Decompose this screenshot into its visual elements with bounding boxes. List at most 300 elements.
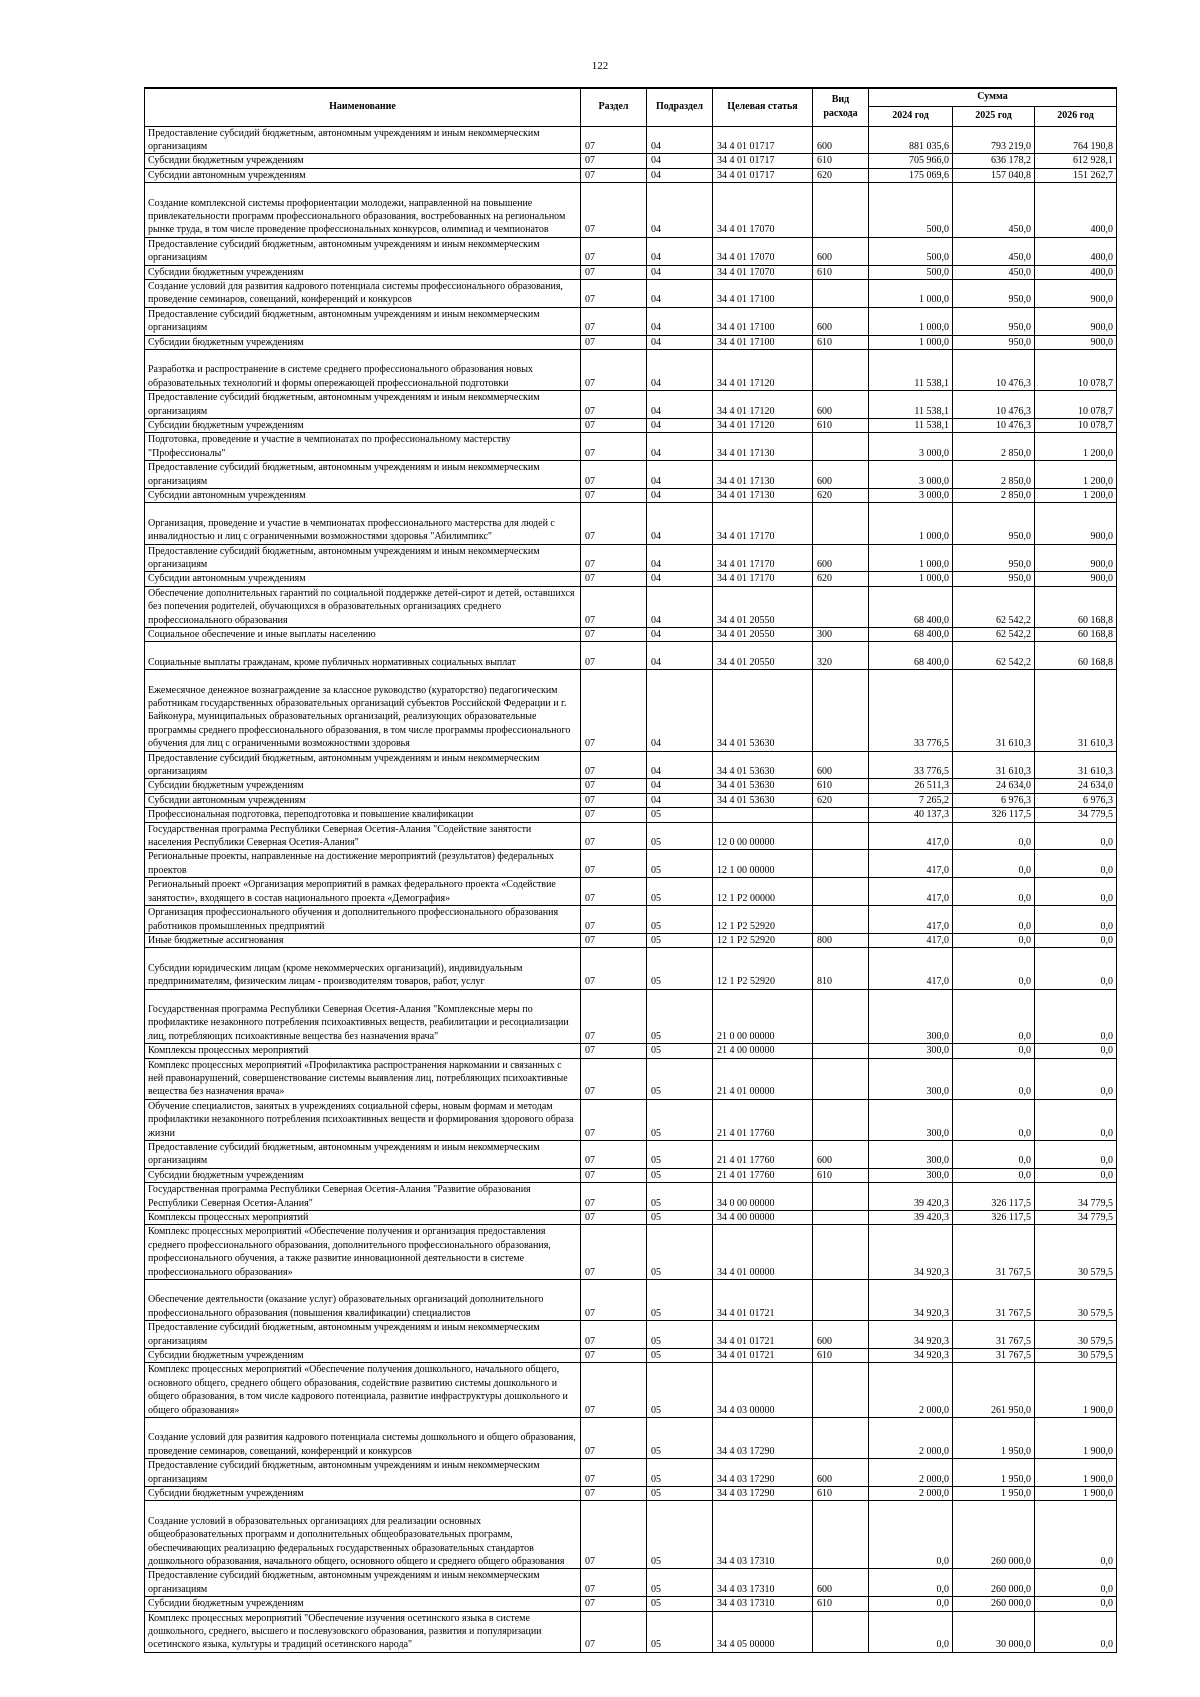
row-2026: 0,0	[1035, 989, 1117, 1044]
row-target: 34 4 01 01721	[713, 1280, 813, 1321]
row-subsection: 05	[647, 1349, 713, 1363]
row-2024: 68 400,0	[869, 642, 953, 670]
row-2024: 1 000,0	[869, 279, 953, 307]
row-2026: 30 579,5	[1035, 1280, 1117, 1321]
row-kind	[813, 586, 869, 627]
row-section: 07	[581, 461, 647, 489]
row-kind	[813, 878, 869, 906]
row-2025: 31 610,3	[953, 670, 1035, 751]
row-2026: 0,0	[1035, 933, 1117, 947]
row-2026: 34 779,5	[1035, 808, 1117, 822]
row-name: Предоставление субсидий бюджетным, автономным учреждениям и иным некоммерческим организациям	[145, 237, 581, 265]
row-2025: 260 000,0	[953, 1501, 1035, 1569]
row-subsection: 05	[647, 1611, 713, 1652]
row-2026: 1 900,0	[1035, 1487, 1117, 1501]
row-kind: 620	[813, 572, 869, 586]
table-row	[145, 461, 1117, 489]
row-2026: 24 634,0	[1035, 779, 1117, 793]
row-section: 07	[581, 628, 647, 642]
row-2024: 39 420,3	[869, 1183, 953, 1211]
row-subsection: 05	[647, 906, 713, 934]
row-target: 34 4 01 53630	[713, 779, 813, 793]
row-2024: 11 538,1	[869, 418, 953, 432]
table-row	[145, 279, 1117, 307]
row-kind	[813, 1363, 869, 1418]
row-2024: 1 000,0	[869, 544, 953, 572]
row-subsection: 05	[647, 1501, 713, 1569]
row-2024: 34 920,3	[869, 1225, 953, 1280]
row-section: 07	[581, 933, 647, 947]
row-subsection: 05	[647, 1140, 713, 1168]
row-2024: 300,0	[869, 1140, 953, 1168]
row-kind: 610	[813, 1487, 869, 1501]
row-section: 07	[581, 183, 647, 238]
row-2024: 33 776,5	[869, 751, 953, 779]
row-2024: 34 920,3	[869, 1280, 953, 1321]
row-2025: 326 117,5	[953, 1210, 1035, 1224]
row-subsection: 05	[647, 878, 713, 906]
row-subsection: 04	[647, 503, 713, 544]
row-kind	[813, 1225, 869, 1280]
row-2026: 31 610,3	[1035, 751, 1117, 779]
table-row	[145, 1459, 1117, 1487]
row-name: Региональный проект «Организация мероприятий в рамках федерального проекта «Содействие занятости», входящего в состав национального проекта «Демография»	[145, 878, 581, 906]
table-row	[145, 1597, 1117, 1611]
row-2026: 0,0	[1035, 1058, 1117, 1099]
row-2026: 30 579,5	[1035, 1349, 1117, 1363]
row-name: Субсидии бюджетным учреждениям	[145, 1168, 581, 1182]
row-2024: 34 920,3	[869, 1321, 953, 1349]
row-2024: 1 000,0	[869, 307, 953, 335]
row-target: 12 1 P2 00000	[713, 878, 813, 906]
row-subsection: 05	[647, 989, 713, 1044]
row-2024: 500,0	[869, 237, 953, 265]
row-2025: 261 950,0	[953, 1363, 1035, 1418]
row-2025: 950,0	[953, 572, 1035, 586]
row-name: Субсидии бюджетным учреждениям	[145, 1487, 581, 1501]
row-2024: 417,0	[869, 878, 953, 906]
row-subsection: 04	[647, 572, 713, 586]
row-2024: 417,0	[869, 948, 953, 989]
row-target: 34 4 01 01721	[713, 1321, 813, 1349]
row-section: 07	[581, 793, 647, 807]
row-name: Ежемесячное денежное вознаграждение за классное руководство (кураторство) педагогическим работникам государственных образовательных организаций субъектов Российской Федерации и г. Байконура, муниципальных образовательных организаций, реализующих образовательные программы среднего профессионального образования, в том числе программы профессионального обучения для лиц с ограниченными возможностями здоровья	[145, 670, 581, 751]
row-subsection: 04	[647, 349, 713, 390]
row-name: Комплекс процессных мероприятий «Профилактика распространения наркомании и связанных с ней правонарушений, совершенствование системы выявления лиц, потребляющих психоактивные вещества без назначения врача»	[145, 1058, 581, 1099]
row-2025: 2 850,0	[953, 461, 1035, 489]
row-kind: 610	[813, 779, 869, 793]
row-kind	[813, 1183, 869, 1211]
row-kind	[813, 808, 869, 822]
table-row	[145, 168, 1117, 182]
row-name: Предоставление субсидий бюджетным, автономным учреждениям и иным некоммерческим организациям	[145, 391, 581, 419]
row-subsection: 05	[647, 1487, 713, 1501]
table-row	[145, 1210, 1117, 1224]
row-subsection: 04	[647, 126, 713, 154]
row-kind: 620	[813, 489, 869, 503]
row-2025: 10 476,3	[953, 349, 1035, 390]
row-subsection: 04	[647, 586, 713, 627]
row-name: Социальные выплаты гражданам, кроме публичных нормативных социальных выплат	[145, 642, 581, 670]
row-subsection: 05	[647, 1099, 713, 1140]
row-section: 07	[581, 544, 647, 572]
row-name: Комплекс процессных мероприятий «Обеспечение получения и организация предоставления среднего профессионального образования, дополнительного профессионального образования, профессионального обучения, а также развитие инновационной деятельности в системе профессионального образования»	[145, 1225, 581, 1280]
row-section: 07	[581, 878, 647, 906]
row-2026: 900,0	[1035, 335, 1117, 349]
row-section: 07	[581, 335, 647, 349]
row-2025: 950,0	[953, 335, 1035, 349]
row-2024: 417,0	[869, 822, 953, 850]
row-2024: 2 000,0	[869, 1459, 953, 1487]
row-name: Субсидии бюджетным учреждениям	[145, 265, 581, 279]
row-target: 34 4 01 00000	[713, 1225, 813, 1280]
row-2026: 900,0	[1035, 279, 1117, 307]
table-row	[145, 1418, 1117, 1459]
row-section: 07	[581, 670, 647, 751]
row-subsection: 05	[647, 1597, 713, 1611]
row-2025: 326 117,5	[953, 808, 1035, 822]
row-2025: 0,0	[953, 1168, 1035, 1182]
row-2026: 6 976,3	[1035, 793, 1117, 807]
row-target: 34 4 01 53630	[713, 670, 813, 751]
row-name: Субсидии бюджетным учреждениям	[145, 154, 581, 168]
row-target: 34 4 05 00000	[713, 1611, 813, 1652]
row-2025: 2 850,0	[953, 433, 1035, 461]
table-row	[145, 948, 1117, 989]
row-2024: 300,0	[869, 1099, 953, 1140]
row-section: 07	[581, 489, 647, 503]
budget-table	[144, 87, 1117, 1653]
row-subsection: 04	[647, 461, 713, 489]
row-section: 07	[581, 822, 647, 850]
row-target: 34 4 01 17100	[713, 335, 813, 349]
row-2025: 0,0	[953, 1058, 1035, 1099]
row-2024: 1 000,0	[869, 335, 953, 349]
row-kind: 600	[813, 1140, 869, 1168]
row-subsection: 05	[647, 1280, 713, 1321]
row-2026: 900,0	[1035, 544, 1117, 572]
row-subsection: 04	[647, 793, 713, 807]
row-2024: 705 966,0	[869, 154, 953, 168]
table-row	[145, 906, 1117, 934]
row-target: 34 4 01 20550	[713, 642, 813, 670]
table-row	[145, 1183, 1117, 1211]
row-target: 12 1 P2 52920	[713, 933, 813, 947]
row-2025: 260 000,0	[953, 1569, 1035, 1597]
row-2024: 300,0	[869, 1044, 953, 1058]
row-section: 07	[581, 1418, 647, 1459]
row-subsection: 05	[647, 1058, 713, 1099]
row-name: Комплексы процессных мероприятий	[145, 1210, 581, 1224]
row-name: Создание условий для развития кадрового потенциала системы дошкольного и общего образования, проведение семинаров, совещаний, конференций и конкурсов	[145, 1418, 581, 1459]
row-kind	[813, 906, 869, 934]
row-name: Предоставление субсидий бюджетным, автономным учреждениям и иным некоммерческим организациям	[145, 1140, 581, 1168]
table-row	[145, 349, 1117, 390]
table-row	[145, 126, 1117, 154]
row-subsection: 04	[647, 628, 713, 642]
row-target: 34 4 03 17290	[713, 1418, 813, 1459]
table-row	[145, 183, 1117, 238]
row-section: 07	[581, 1225, 647, 1280]
table-row	[145, 1099, 1117, 1140]
row-name: Субсидии бюджетным учреждениям	[145, 779, 581, 793]
table-row	[145, 237, 1117, 265]
row-2024: 3 000,0	[869, 461, 953, 489]
row-name: Предоставление субсидий бюджетным, автономным учреждениям и иным некоммерческим организациям	[145, 544, 581, 572]
row-target: 12 1 00 00000	[713, 850, 813, 878]
row-kind	[813, 183, 869, 238]
table-row	[145, 793, 1117, 807]
table-row	[145, 1168, 1117, 1182]
row-section: 07	[581, 1611, 647, 1652]
row-target: 34 4 01 17120	[713, 349, 813, 390]
row-section: 07	[581, 154, 647, 168]
row-2026: 0,0	[1035, 1168, 1117, 1182]
row-kind: 610	[813, 1168, 869, 1182]
row-target: 34 4 01 20550	[713, 628, 813, 642]
row-2024: 68 400,0	[869, 586, 953, 627]
row-name: Субсидии бюджетным учреждениям	[145, 1597, 581, 1611]
row-section: 07	[581, 237, 647, 265]
row-kind: 600	[813, 461, 869, 489]
row-2025: 950,0	[953, 503, 1035, 544]
row-name: Комплекс процессных мероприятий "Обеспечение изучения осетинского языка в системе дошкольного, среднего, высшего и послевузовского образования, развития и популяризации осетинского языка, культуры и традиций осетинского народа"	[145, 1611, 581, 1652]
page-number: 122	[591, 60, 609, 72]
row-2024: 881 035,6	[869, 126, 953, 154]
row-kind: 600	[813, 237, 869, 265]
row-2025: 1 950,0	[953, 1418, 1035, 1459]
table-row	[145, 878, 1117, 906]
row-name: Создание комплексной системы профориентации молодежи, направленной на повышение привлекательности программ профессионального образования, востребованных на региональном рынке труда, в том числе проведение профессиональных конкурсов, олимпиад и чемпионатов	[145, 183, 581, 238]
row-target: 34 4 01 17100	[713, 279, 813, 307]
row-name: Обучение специалистов, занятых в учреждениях социальной сферы, новым формам и методам профилактики незаконного потребления психоактивных веществ и формирования здорового образа жизни	[145, 1099, 581, 1140]
row-section: 07	[581, 1210, 647, 1224]
row-2026: 612 928,1	[1035, 154, 1117, 168]
table-row	[145, 1058, 1117, 1099]
row-2024: 2 000,0	[869, 1487, 953, 1501]
row-2026: 400,0	[1035, 265, 1117, 279]
header-kind: Вид расхода	[813, 88, 869, 126]
table-row	[145, 1363, 1117, 1418]
row-subsection: 05	[647, 1210, 713, 1224]
table-row	[145, 335, 1117, 349]
row-target: 34 4 01 17070	[713, 237, 813, 265]
row-2025: 10 476,3	[953, 391, 1035, 419]
row-2025: 10 476,3	[953, 418, 1035, 432]
row-subsection: 05	[647, 1321, 713, 1349]
row-2025: 62 542,2	[953, 628, 1035, 642]
row-kind: 300	[813, 628, 869, 642]
row-2026: 60 168,8	[1035, 586, 1117, 627]
row-2024: 0,0	[869, 1569, 953, 1597]
row-section: 07	[581, 1321, 647, 1349]
row-name: Государственная программа Республики Северная Осетия-Алания "Комплексные меры по профилактике незаконного потребления психоактивных веществ, реабилитации и ресоциализации лиц, потребляющих психоактивные вещества без назначения врача"	[145, 989, 581, 1044]
row-2026: 0,0	[1035, 1099, 1117, 1140]
row-kind: 600	[813, 391, 869, 419]
row-subsection: 04	[647, 265, 713, 279]
table-row	[145, 433, 1117, 461]
row-name: Региональные проекты, направленные на достижение мероприятий (результатов) федеральных проектов	[145, 850, 581, 878]
row-kind	[813, 503, 869, 544]
row-kind	[813, 1418, 869, 1459]
row-2025: 0,0	[953, 822, 1035, 850]
row-section: 07	[581, 1501, 647, 1569]
row-2024: 0,0	[869, 1611, 953, 1652]
table-row	[145, 265, 1117, 279]
row-target: 21 4 00 00000	[713, 1044, 813, 1058]
table-row	[145, 1487, 1117, 1501]
row-section: 07	[581, 1569, 647, 1597]
row-section: 07	[581, 850, 647, 878]
row-name: Субсидии автономным учреждениям	[145, 572, 581, 586]
row-2026: 900,0	[1035, 572, 1117, 586]
row-2026: 0,0	[1035, 1044, 1117, 1058]
row-2026: 10 078,7	[1035, 418, 1117, 432]
row-subsection: 05	[647, 1183, 713, 1211]
table-row	[145, 779, 1117, 793]
table-row	[145, 307, 1117, 335]
row-2024: 2 000,0	[869, 1363, 953, 1418]
row-2025: 450,0	[953, 265, 1035, 279]
row-section: 07	[581, 418, 647, 432]
table-row	[145, 751, 1117, 779]
row-target: 34 4 01 17070	[713, 265, 813, 279]
row-kind: 600	[813, 751, 869, 779]
row-section: 07	[581, 1459, 647, 1487]
row-2026: 1 900,0	[1035, 1459, 1117, 1487]
row-subsection: 04	[647, 154, 713, 168]
row-2024: 3 000,0	[869, 433, 953, 461]
row-kind	[813, 349, 869, 390]
row-2024: 175 069,6	[869, 168, 953, 182]
row-2026: 1 900,0	[1035, 1418, 1117, 1459]
row-kind	[813, 822, 869, 850]
row-kind	[813, 1501, 869, 1569]
row-subsection: 04	[647, 544, 713, 572]
row-2025: 636 178,2	[953, 154, 1035, 168]
row-subsection: 05	[647, 933, 713, 947]
row-subsection: 04	[647, 433, 713, 461]
row-2025: 450,0	[953, 237, 1035, 265]
row-target: 21 4 01 17760	[713, 1168, 813, 1182]
header-section: Раздел	[581, 88, 647, 126]
row-kind	[813, 1611, 869, 1652]
row-subsection: 05	[647, 1225, 713, 1280]
header-name: Наименование	[145, 88, 581, 126]
row-subsection: 05	[647, 1363, 713, 1418]
row-name: Предоставление субсидий бюджетным, автономным учреждениям и иным некоммерческим организациям	[145, 751, 581, 779]
row-section: 07	[581, 1044, 647, 1058]
row-2025: 31 767,5	[953, 1280, 1035, 1321]
row-subsection: 05	[647, 1168, 713, 1182]
row-2025: 450,0	[953, 183, 1035, 238]
header-subsection: Подраздел	[647, 88, 713, 126]
table-row	[145, 1140, 1117, 1168]
row-kind: 610	[813, 154, 869, 168]
row-kind	[813, 1099, 869, 1140]
row-section: 07	[581, 433, 647, 461]
row-2024: 39 420,3	[869, 1210, 953, 1224]
row-2025: 2 850,0	[953, 489, 1035, 503]
row-subsection: 05	[647, 1418, 713, 1459]
row-2025: 0,0	[953, 878, 1035, 906]
row-kind: 810	[813, 948, 869, 989]
row-subsection: 04	[647, 418, 713, 432]
row-2024: 417,0	[869, 933, 953, 947]
row-kind: 600	[813, 307, 869, 335]
row-name: Социальное обеспечение и иные выплаты населению	[145, 628, 581, 642]
row-target: 34 4 01 17130	[713, 489, 813, 503]
row-2025: 0,0	[953, 850, 1035, 878]
row-kind: 600	[813, 1459, 869, 1487]
row-kind: 610	[813, 335, 869, 349]
table-row	[145, 670, 1117, 751]
row-2025: 31 610,3	[953, 751, 1035, 779]
row-section: 07	[581, 391, 647, 419]
row-2026: 900,0	[1035, 503, 1117, 544]
row-name: Организация профессионального обучения и дополнительного профессионального образования работников промышленных предприятий	[145, 906, 581, 934]
row-target: 34 4 01 17120	[713, 391, 813, 419]
row-target: 21 4 01 00000	[713, 1058, 813, 1099]
row-name: Создание условий в образовательных организациях для реализации основных общеобразовательных программ и дополнительных общеобразовательных программ, обеспечивающих реализацию федеральных государственных образовательных стандартов дошкольного образования, начального общего, основного общего и среднего общего образования	[145, 1501, 581, 1569]
row-subsection: 05	[647, 948, 713, 989]
row-kind: 600	[813, 1569, 869, 1597]
row-2025: 31 767,5	[953, 1225, 1035, 1280]
table-row	[145, 1280, 1117, 1321]
row-subsection: 05	[647, 808, 713, 822]
row-2025: 24 634,0	[953, 779, 1035, 793]
row-section: 07	[581, 808, 647, 822]
row-target: 34 4 01 53630	[713, 751, 813, 779]
row-2026: 60 168,8	[1035, 628, 1117, 642]
row-target	[713, 808, 813, 822]
row-section: 07	[581, 948, 647, 989]
table-row	[145, 1321, 1117, 1349]
row-2025: 793 219,0	[953, 126, 1035, 154]
row-target: 34 4 01 17130	[713, 433, 813, 461]
row-2025: 62 542,2	[953, 642, 1035, 670]
row-2024: 2 000,0	[869, 1418, 953, 1459]
row-target: 21 0 00 00000	[713, 989, 813, 1044]
table-row	[145, 489, 1117, 503]
row-target: 34 4 01 17100	[713, 307, 813, 335]
row-subsection: 05	[647, 822, 713, 850]
row-name: Субсидии юридическим лицам (кроме некоммерческих организаций), индивидуальным предпринимателям, физическим лицам - производителям товаров, работ, услуг	[145, 948, 581, 989]
row-target: 34 4 01 01717	[713, 126, 813, 154]
row-2026: 34 779,5	[1035, 1210, 1117, 1224]
row-name: Государственная программа Республики Северная Осетия-Алания "Развитие образования Республики Северная Осетия-Алания"	[145, 1183, 581, 1211]
table-row	[145, 154, 1117, 168]
row-target: 34 4 01 17170	[713, 572, 813, 586]
row-2026: 60 168,8	[1035, 642, 1117, 670]
row-2026: 10 078,7	[1035, 391, 1117, 419]
row-subsection: 04	[647, 489, 713, 503]
row-kind: 800	[813, 933, 869, 947]
table-body	[145, 126, 1117, 1652]
row-kind	[813, 279, 869, 307]
row-name: Предоставление субсидий бюджетным, автономным учреждениям и иным некоммерческим организациям	[145, 126, 581, 154]
row-2024: 0,0	[869, 1597, 953, 1611]
row-kind	[813, 1210, 869, 1224]
row-2026: 0,0	[1035, 1611, 1117, 1652]
row-target: 34 4 01 17120	[713, 418, 813, 432]
row-2025: 0,0	[953, 1044, 1035, 1058]
row-target: 34 4 01 53630	[713, 793, 813, 807]
row-target: 34 4 00 00000	[713, 1210, 813, 1224]
row-2026: 34 779,5	[1035, 1183, 1117, 1211]
row-section: 07	[581, 1349, 647, 1363]
table-row	[145, 628, 1117, 642]
